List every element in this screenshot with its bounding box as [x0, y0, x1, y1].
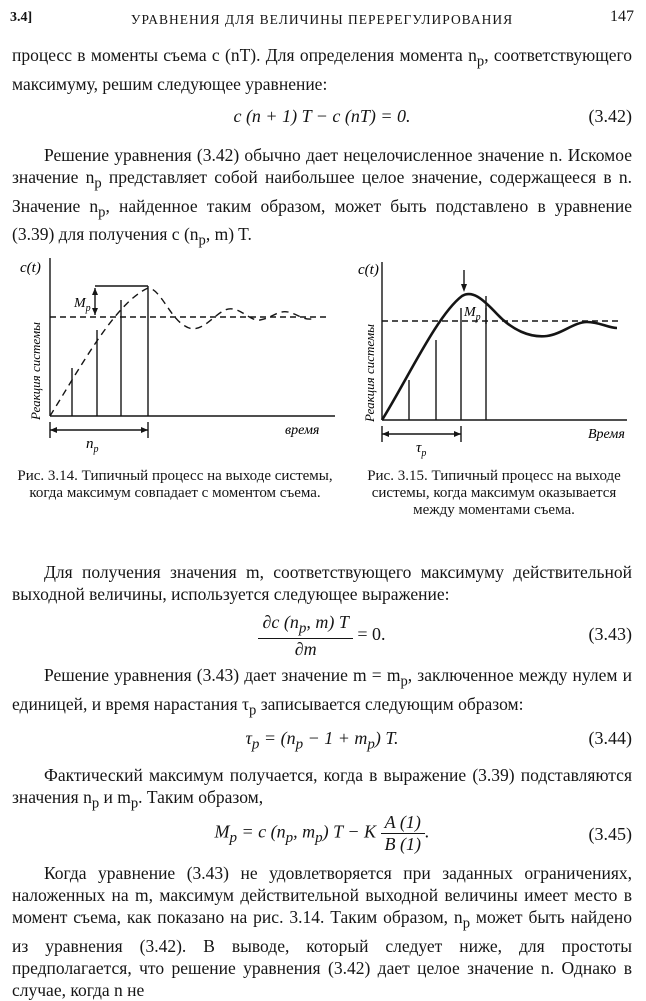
figure-3-15-caption: Рис. 3.15. Типичный процесс на выходе системы, когда максимум оказывается между моментами съема. — [367, 468, 621, 518]
paragraph-3: Для получения значения m, соответствующего максимуму действительной выходной величины, используется следующее выражение: — [12, 562, 632, 604]
mp-arrowhead — [92, 308, 98, 315]
equation-number: (3.43) — [588, 624, 632, 644]
figure-3-15 — [352, 250, 636, 460]
equation-3-45 — [12, 812, 632, 856]
equation-number: (3.42) — [588, 106, 632, 126]
equation-number: (3.45) — [588, 824, 632, 844]
section-number: 3.4] — [10, 10, 33, 25]
formula: c (n + 1) T − c (nT) = 0. — [233, 106, 411, 126]
paragraph-1: процесс в моменты съема c (nT). Для определения момента $n_p$, соответствующего максимуму, решим следующее уравнение: — [12, 45, 632, 94]
equation-number: (3.44) — [588, 728, 632, 748]
equation-3-42 — [12, 106, 632, 130]
tp-arrowhead — [454, 431, 461, 437]
paragraph-5: Фактический максимум получается, когда в выражение (3.39) подставляются значения $n_p$ и $m_p$. Таким образом, — [12, 765, 632, 812]
tp-arrowhead — [382, 431, 389, 437]
y-axis-title: Реакция системы — [362, 324, 377, 422]
paragraph-4: Решение уравнения (3.43) дает значение $m = m_p$, заключенное между нулем и единицей, и время нарастания $\tau_p$ записывается следующим образом: — [12, 665, 632, 718]
running-title: УРАВНЕНИЯ ДЛЯ ВЕЛИЧИНЫ ПЕРЕРЕГУЛИРОВАНИЯ — [130, 12, 514, 27]
page-number: 147 — [610, 8, 634, 25]
y-label-top: c(t) — [20, 260, 41, 276]
equation-3-43 — [12, 612, 632, 659]
formula: $\frac{\partial c (n_p, m) T}{\partial m}$ = 0. — [12, 612, 632, 660]
y-label-top: c(t) — [358, 262, 379, 278]
paragraph-2: Решение уравнения (3.42) обычно дает нецелочисленное значение n. Искомое значение $n_p$ представляет собой наибольшее целое значение, содержащееся в n. Значение $n_p$, найденное таким образом, может быть подставлено в уравнение (3.39) для получения c ($n_p$, m) T. — [12, 145, 633, 249]
y-axis-title: Реакция системы — [28, 322, 43, 420]
equation-3-44 — [12, 728, 632, 752]
tp-label: $\tau_p$ — [416, 440, 427, 459]
np-label: $n_p$ — [86, 436, 99, 455]
x-axis-title: Время — [588, 427, 625, 442]
mp-label: $M_p$ — [464, 305, 481, 323]
figure-3-14-caption: Рис. 3.14. Типичный процесс на выходе системы, когда максимум совпадает с моментом съема. — [17, 468, 333, 501]
formula: $\tau_p = (n_p - 1 + m_p)$ T. — [245, 728, 399, 753]
mp-arrowhead — [92, 288, 98, 295]
paragraph-6: Когда уравнение (3.43) не удовлетворяется при заданных ограничениях, наложенных на m, максимум действительной выходной величины имеет место в момент съема, как показано на рис. 3.14. Таким образом, $n_p$ может быть найдено из уравнения (3.42). В выводе, который следует ниже, для простоты предполагается, что решение уравнения (3.42) дает целое значение n. Однако в случае, когда n не — [12, 863, 632, 1000]
mp-label: $M_p$ — [74, 296, 91, 314]
response-curve — [382, 294, 617, 420]
peak-arrowhead — [461, 284, 467, 292]
figure-3-14 — [10, 248, 350, 458]
formula: $M_p = c$ ($n_p$, $m_p$) T − K $\frac{A (1)}{B (1)}$ . — [214, 812, 430, 854]
np-arrowhead — [141, 427, 148, 433]
np-arrowhead — [50, 427, 57, 433]
page-header — [10, 8, 634, 32]
x-axis-title: время — [285, 423, 320, 438]
